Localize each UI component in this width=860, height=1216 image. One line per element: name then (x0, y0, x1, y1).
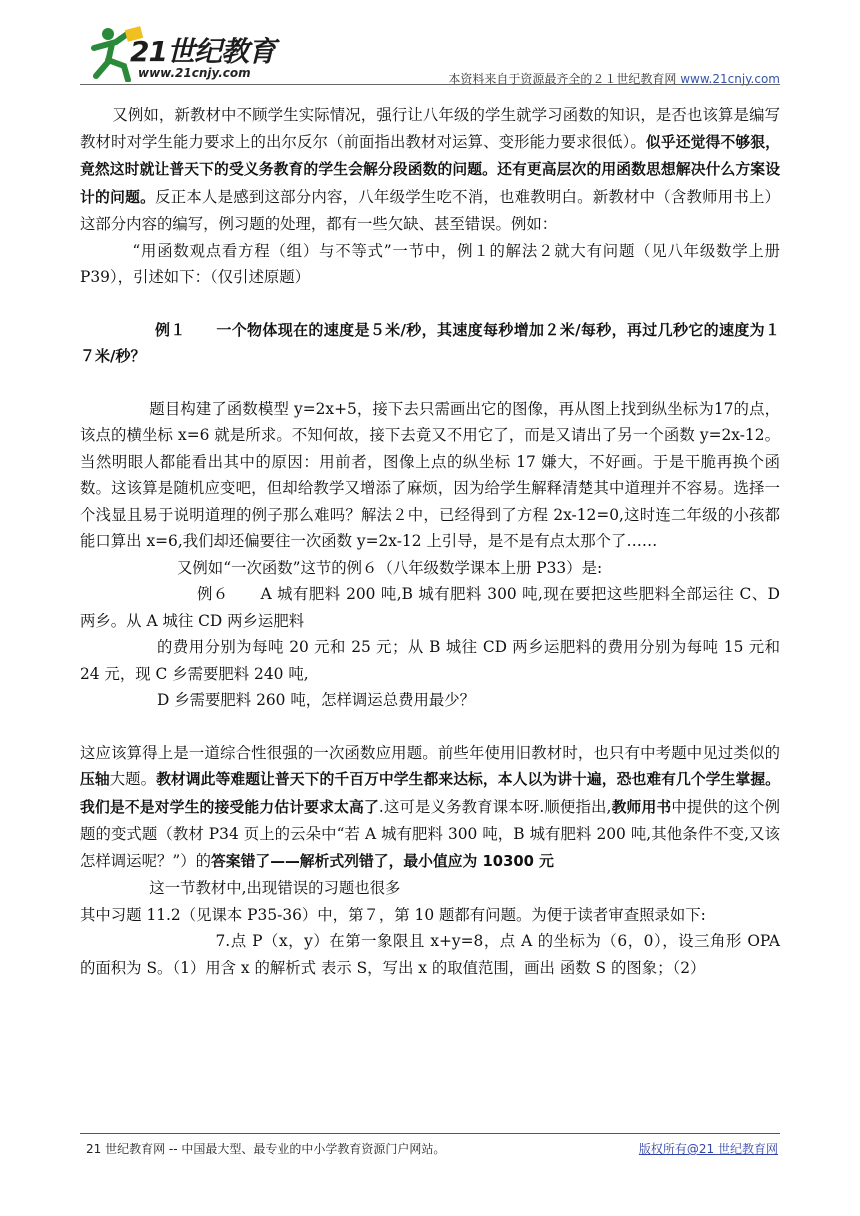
paragraph-9 (80, 740, 780, 876)
p9d-text: 教材调此等难题让普天下的千百万中学生都来达标，本人以为讲十遍，恐也难有几个学生掌握。我们是不是对学生的接受能力估计要求太高了 (80, 771, 780, 816)
p9b-text: 压轴 (80, 771, 110, 788)
example-6-cont: 的费用分别为每吨 20 元和 25 元；从 B 城往 CD 两乡运肥料的费用分别为每吨 15 元和 24 元，现 C 乡需要肥料 240 吨, (80, 638, 780, 683)
p9h-text: 答案错了——解析式列错了，最小值应为 10300 元 (211, 852, 554, 870)
example-1: 例１ 一个物体现在的速度是５米/秒，其速度每秒增加２米/每秒，再过几秒它的速度为１７米/秒？ (80, 320, 780, 365)
paragraph-1 (80, 102, 780, 238)
footer-copyright-link[interactable]: 版权所有@21 世纪教育网 (638, 1142, 778, 1156)
header-source-text: 本资料来自于资源最齐全的２１世纪教育网 (448, 72, 677, 86)
p9a-text: 这应该算得上是一道综合性很强的一次函数应用题。前些年使用旧教材时，也只有中考题中见过类似的 (80, 743, 780, 762)
paragraph-2: “用函数观点看方程（组）与不等式”一节中，例１的解法２就大有问题（见八年级数学上册P39），引述如下：（仅引述原题） (80, 241, 780, 286)
paragraph-11: 其中习题 11.2（见课本 P35-36）中，第７，第 10 题都有问题。为便于读者审查照录如下: (80, 905, 706, 924)
spacer (80, 370, 780, 396)
p1-bold-text: 似乎还觉得不够狠，竟然这时就让普天下的受义务教育的学生会解分段函数的问题。还有更高层次的用函数思想解决什么方案设计的问题。 (80, 133, 780, 206)
p9g-text: 中提供的这个例题的变式题（教材 P34 页上的云朵中“若 A 城有肥料 300 吨，B 城有肥料 200 吨,其他条件不变,又该怎样调运呢？”）的 (80, 797, 780, 870)
example-6-end: D 乡需要肥料 260 吨，怎样调运总费用最少？ (157, 691, 476, 709)
logo-text: 21世纪教育 (130, 35, 275, 68)
header-source-link[interactable]: www.21cnjy.com (680, 72, 780, 86)
site-logo[interactable] (80, 24, 380, 86)
p9f-text: 教师用书 (611, 798, 672, 816)
paragraph-5: 又例如“一次函数”这节的例６（八年级数学课本上册 P33）是: (177, 558, 603, 577)
page-header (80, 24, 780, 88)
p1-text: 又例如，新教材中不顾学生实际情况，强行让八年级的学生就学习函数的知识，是否也该算是编写教材时对学生能力要求上的出尔反尔（前面指出教材对运算、变形能力要求很低）。 (80, 106, 780, 151)
exercise-7: 7.点 P（x，y）在第一象限且 x+y=8，点 A 的坐标为（6，0），设三角形 OPA 的面积为 S。（1）用含 x 的解析式 表示 S，写出 x 的取值范围，画出 函数 S 的图象；（2） (80, 932, 780, 977)
paragraph-4: 题目构建了函数模型 y=2x+5，接下去只需画出它的图像，再从图上找到纵坐标为17的点，该点的横坐标 x=6 就是所求。不知何故，接下去竟又不用它了，而是又请出了另一个函数 y=2x-12。当然明眼人都能看出其中的原因：用前者，图像上点的纵坐标 17 嫌大，不好画。于是干脆再换个函数。这该算是随机应变吧，但却给教学又增添了麻烦，因为给学生解释清楚其中道理并不容易。选择一个浅显且易于说明道理的例子那么难吗？解法２中，已经得到了方程 2x-12=0,这时连二年级的小孩都能口算出 x=6,我们却还偏要往一次函数 y=2x-12 上引导，是不是有点太那个了…… (80, 399, 780, 550)
p1-end-text: 反正本人是感到这部分内容，八年级学生吃不消，也难教明白。新教材中（含教师用书上）这部分内容的编写，例习题的处理，都有一些欠缺、甚至错误。例如： (80, 187, 780, 233)
article-body (80, 102, 780, 981)
paragraph-10: 这一节教材中,出现错误的习题也很多 (149, 879, 401, 897)
example-6: 例６ A 城有肥料 200 吨,B 城有肥料 300 吨,现在要把这些肥料全部运往 C、D 两乡。从 A 城往 CD 两乡运肥料 (80, 585, 780, 630)
header-divider (80, 84, 780, 85)
p9e-text: .这可是义务教育课本呀.顺便指出, (378, 797, 612, 816)
logo-url: www.21cnjy.com (138, 66, 251, 80)
footer-divider (80, 1133, 780, 1134)
p9c-text: 大题。 (109, 770, 157, 788)
spacer (80, 291, 780, 317)
footer-site-note: 21 世纪教育网 -- 中国最大型、最专业的中小学教育资源门户网站。 (86, 1142, 446, 1156)
spacer (80, 714, 780, 740)
